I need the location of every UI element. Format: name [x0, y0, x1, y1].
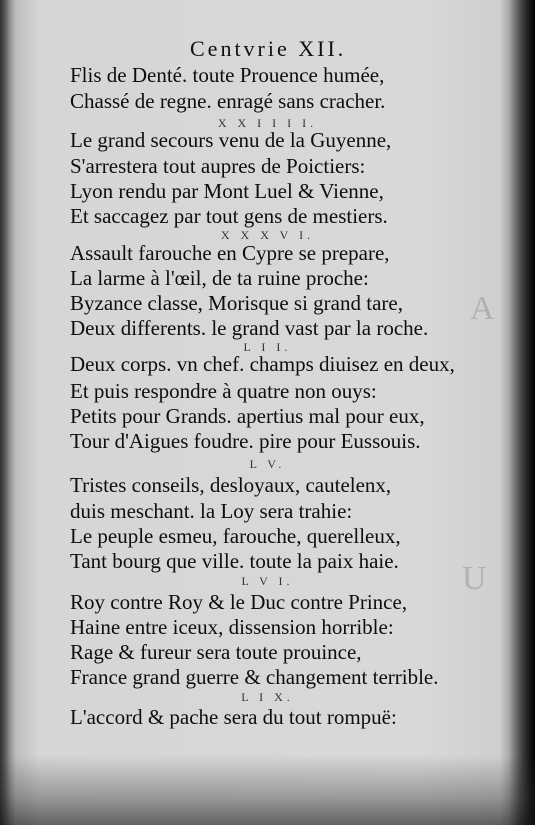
verse-line: Byzance classe, Morisque si grand tare,: [70, 291, 403, 315]
verse-line: Le peuple esmeu, farouche, querelleux,: [70, 524, 401, 548]
quatrain-number: X X I I I I.: [217, 116, 318, 130]
verse-line: Et puis respondre à quatre non ouys:: [70, 379, 377, 403]
quatrain-number: L V.: [249, 457, 286, 471]
verse-line: L'accord & pache sera du tout rompuë:: [70, 705, 397, 729]
verse-line: Assault farouche en Cypre se prepare,: [70, 241, 390, 265]
quatrain-number: X X X V I.: [220, 228, 315, 242]
verse-line: Petits pour Grands. apertius mal pour eux,: [70, 404, 425, 428]
quatrain-number: L I I.: [243, 340, 292, 354]
verse-line: duis meschant. la Loy sera trahie:: [70, 499, 353, 523]
verse-line: Et saccagez par tout gens de mestiers.: [70, 204, 388, 228]
verse-line: Tant bourg que ville. toute la paix haie.: [70, 549, 399, 573]
verse-line: Flis de Denté. toute Prouence humée,: [70, 63, 385, 87]
quatrain-number: L I X.: [241, 690, 294, 704]
running-header: Centvrie XII.: [190, 36, 347, 61]
verse-line: Lyon rendu par Mont Luel & Vienne,: [70, 179, 384, 203]
quatrain-number: L V I.: [241, 574, 294, 588]
verse-line: France grand guerre & changement terrible.: [70, 665, 439, 689]
verse-line: Haine entre iceux, dissension horrible:: [70, 615, 394, 639]
verse-line: La larme à l'œil, de ta ruine proche:: [70, 266, 369, 290]
verse-line: Tristes conseils, desloyaux, cautelenx,: [70, 473, 392, 497]
verse-line: Deux differents. le grand vast par la roche.: [70, 316, 429, 340]
verse-line: Chassé de regne. enragé sans cracher.: [70, 89, 386, 113]
verse-line: Le grand secours venu de la Guyenne,: [70, 128, 392, 152]
verse-line: Deux corps. vn chef. champs diuisez en deux,: [70, 352, 455, 376]
verse-line: Tour d'Aigues foudre. pire pour Eussouis.: [70, 429, 421, 453]
verse-line: Roy contre Roy & le Duc contre Prince,: [70, 590, 408, 614]
verse-line: Rage & fureur sera toute prouince,: [70, 640, 362, 664]
page-bottom-shadow: [0, 755, 535, 825]
verse-line: S'arrestera tout aupres de Poictiers:: [70, 154, 366, 178]
bleed-through-mark: A: [470, 290, 495, 327]
bleed-through-mark: U: [462, 560, 487, 597]
